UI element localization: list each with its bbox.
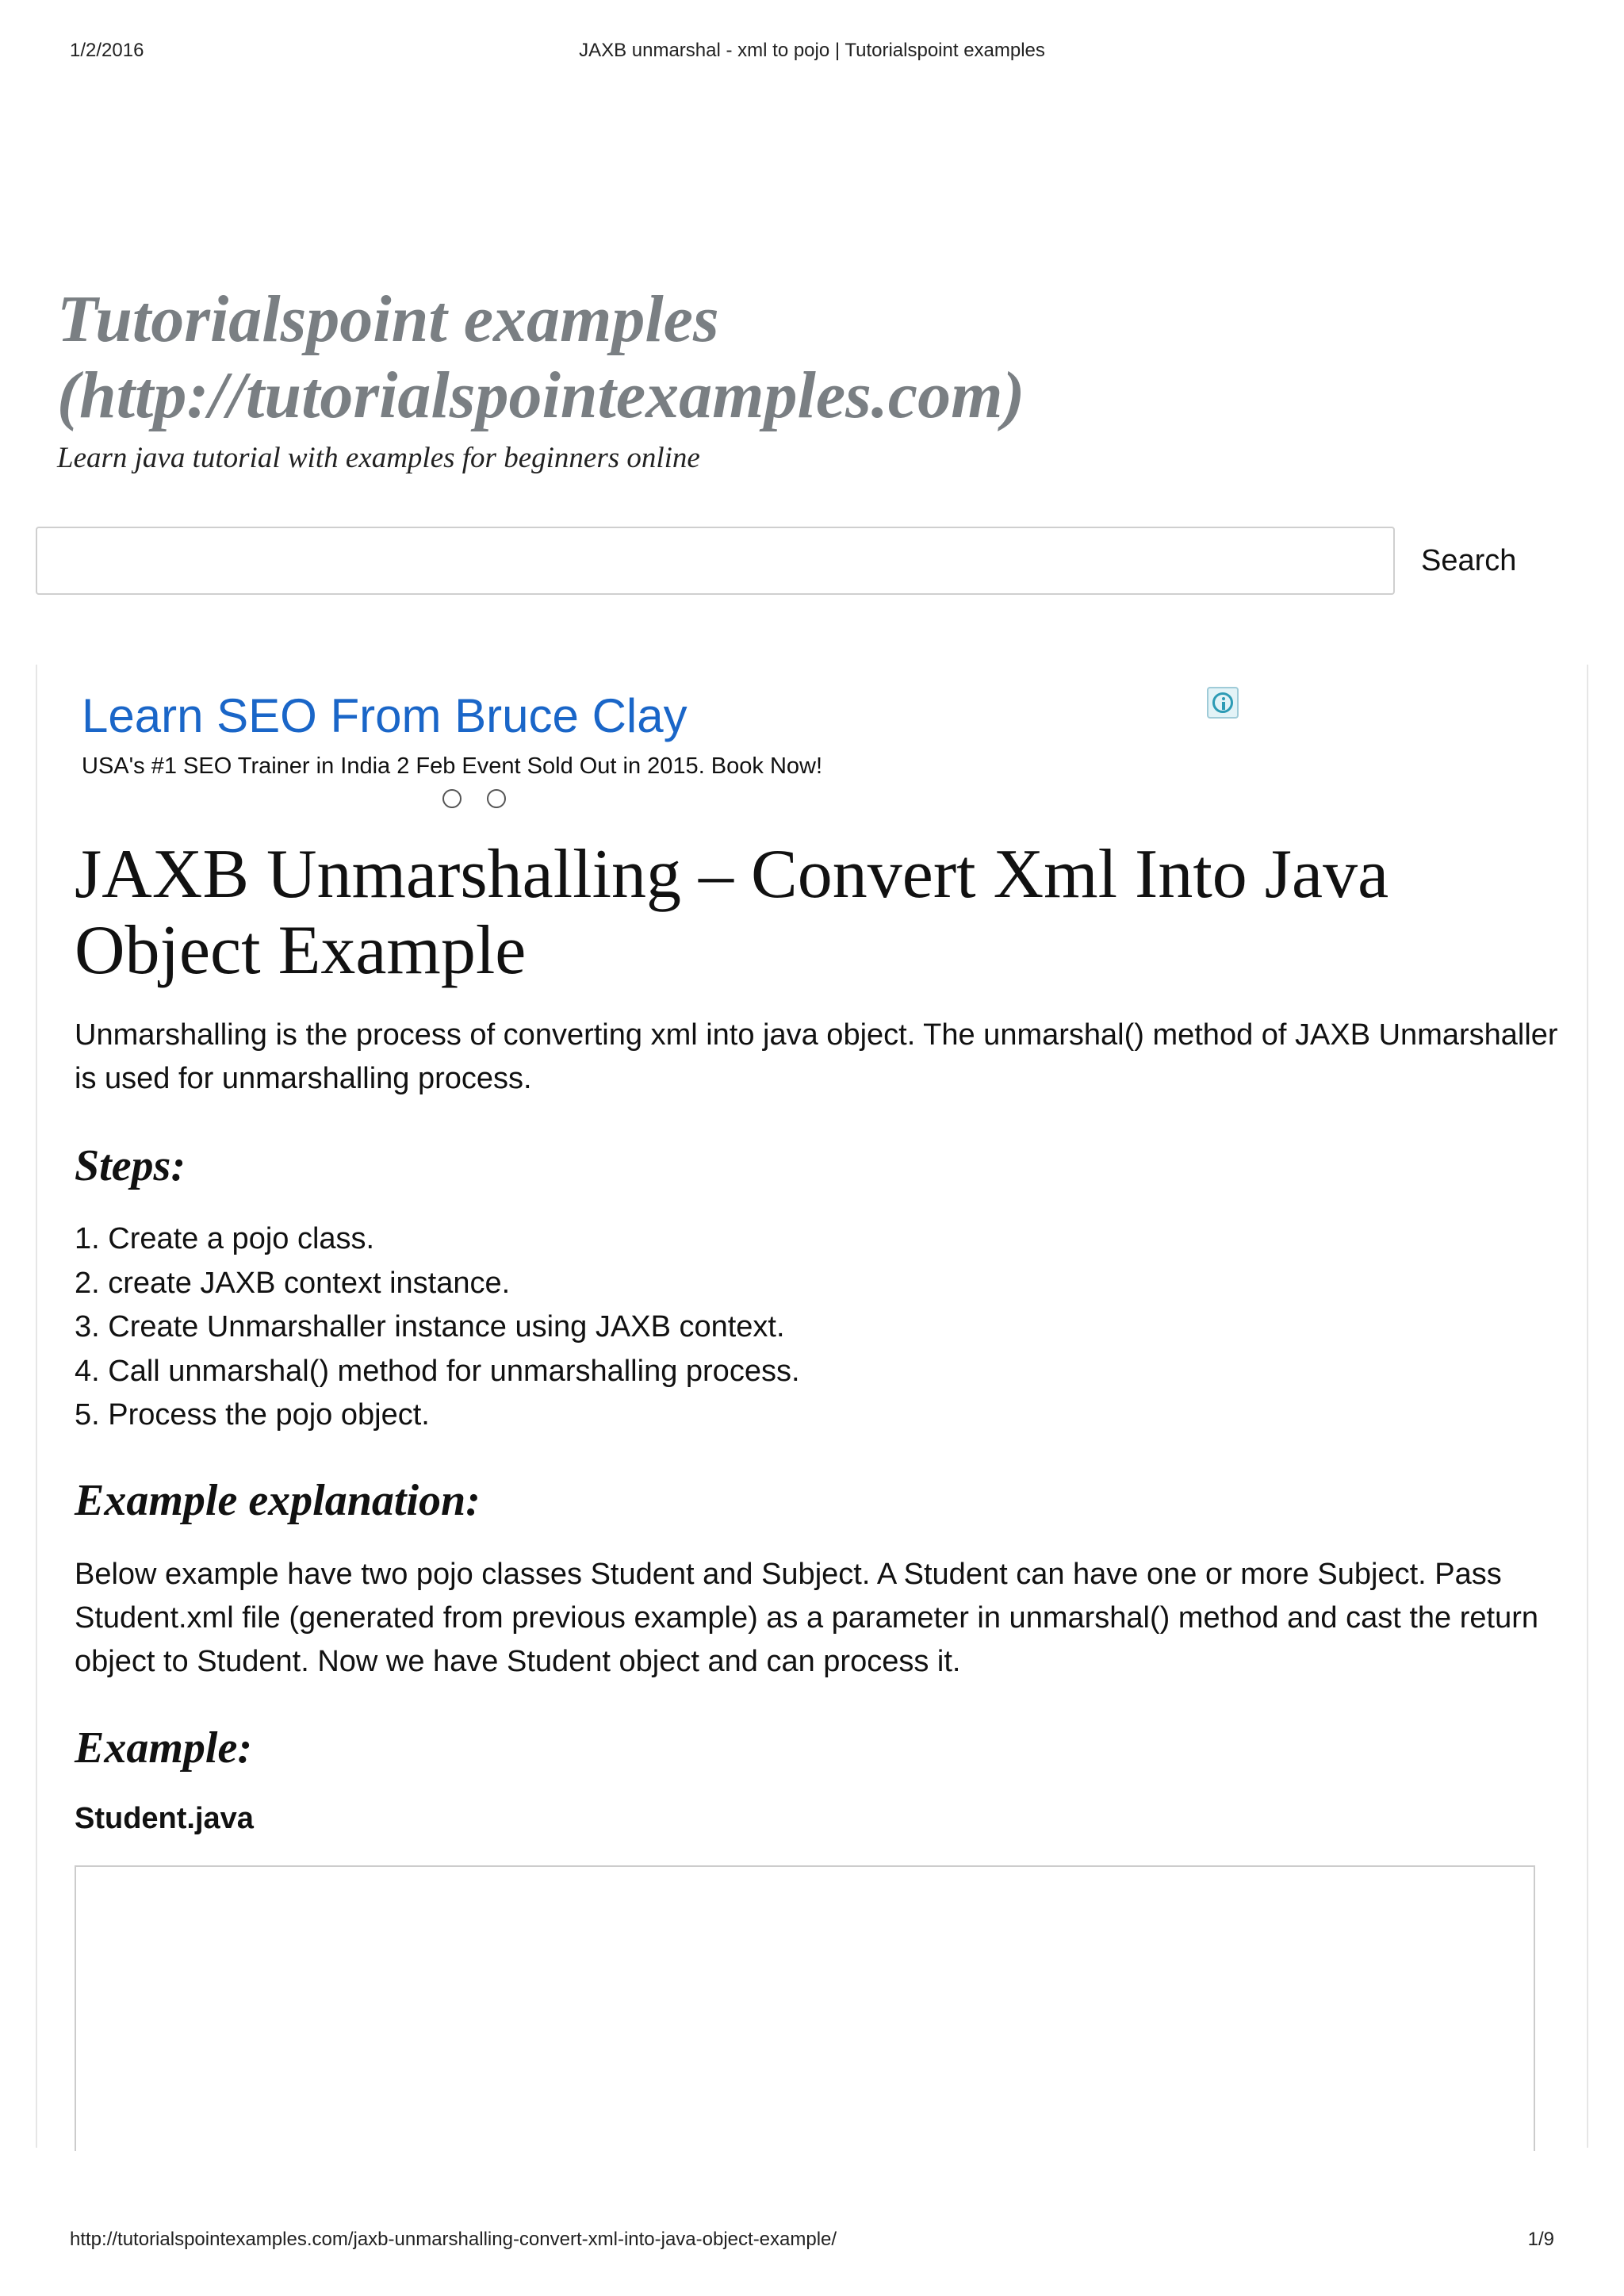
page-title: JAXB Unmarshalling – Convert Xml Into Java Object Example	[75, 836, 1389, 989]
example-explanation-heading: Example explanation:	[75, 1476, 481, 1525]
print-header	[70, 40, 1554, 68]
steps-list	[75, 1217, 800, 1438]
site-tagline: Learn java tutorial with examples for beginners online	[57, 442, 700, 474]
explanation-paragraph: Below example have two pojo classes Student and Subject. A Student can have one or more Subject. Pass Student.xml file (generated from previous example) as a parameter in unmarshal() method and cast the return object to Student. Now we have Student object and can process it.	[75, 1558, 1539, 1678]
site-title-link[interactable]: Tutorialspoint examples (http://tutorialspointexamples.com)	[57, 282, 1025, 432]
step-item: 5. Process the pojo object.	[75, 1398, 430, 1432]
ad-headline-link[interactable]: Learn SEO From Bruce Clay	[82, 689, 688, 742]
ad-slide-dot-2[interactable]	[487, 789, 506, 808]
file-label-student-java: Student.java	[75, 1802, 254, 1835]
step-item: 1. Create a pojo class.	[75, 1222, 375, 1255]
print-page-number: 1/9	[1527, 2229, 1554, 2250]
print-url: http://tutorialspointexamples.com/jaxb-unmarshalling-convert-xml-into-java-object-example/	[70, 2229, 837, 2250]
info-icon-bar	[1222, 702, 1225, 710]
code-box[interactable]	[75, 1865, 1535, 2151]
intro-paragraph: Unmarshalling is the process of converting xml into java object. The unmarshal() method of JAXB Unmarshaller is used for unmarshalling process.	[75, 1018, 1558, 1095]
content-border-left	[36, 665, 37, 2148]
example-heading: Example:	[75, 1723, 252, 1773]
print-document-title: JAXB unmarshal - xml to pojo | Tutorialspoint examples	[579, 40, 1045, 61]
info-icon[interactable]	[1207, 687, 1239, 719]
print-date: 1/2/2016	[70, 40, 144, 61]
steps-heading: Steps:	[75, 1141, 186, 1190]
ad-slide-dot-1[interactable]	[442, 789, 462, 808]
step-item: 3. Create Unmarshaller instance using JAXB context.	[75, 1310, 785, 1343]
search-input[interactable]	[36, 527, 1395, 595]
content-border-right	[1587, 665, 1588, 2148]
step-item: 2. create JAXB context instance.	[75, 1266, 511, 1300]
ad-body-text: USA's #1 SEO Trainer in India 2 Feb Event Sold Out in 2015. Book Now!	[82, 753, 823, 779]
step-item: 4. Call unmarshal() method for unmarshalling process.	[75, 1354, 800, 1388]
info-icon-dot	[1222, 697, 1225, 700]
search-button[interactable]: Search	[1405, 527, 1532, 595]
